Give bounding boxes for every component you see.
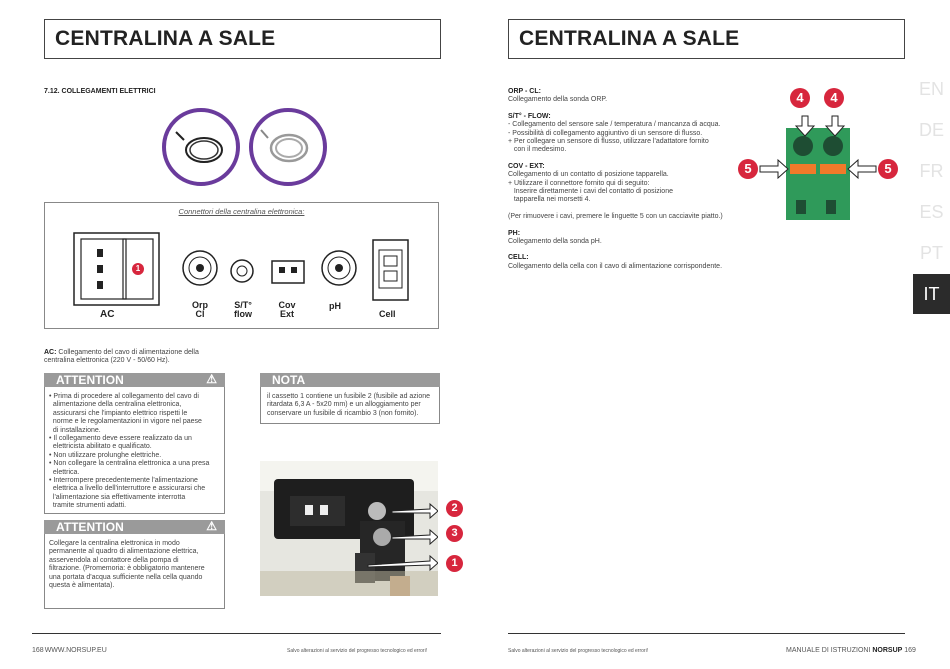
description-line: Inserire direttamente i cavi del contatto di posizione	[508, 188, 673, 196]
description-block	[508, 113, 748, 155]
left-title-box	[44, 19, 441, 59]
label-cell: Cell	[379, 309, 396, 319]
description-line: Collegamento della sonda ORP.	[508, 96, 608, 104]
text-line: • Non utilizzare prolunghe elettriche.	[49, 451, 162, 459]
attention-box-2	[44, 520, 225, 609]
warning-icon: ⚠	[206, 372, 217, 386]
right-footer-page: MANUALE DI ISTRUZIONI NORSUP 169	[786, 647, 916, 654]
left-footer-page: 168WWW.NORSUP.EU	[32, 647, 107, 654]
cable-photo-2	[249, 108, 327, 186]
text-line: • Interrompere precedentemente l'alimentazione	[49, 477, 198, 485]
attention-header-2: ATTENTION ⚠	[44, 520, 225, 534]
connector-descriptions	[508, 88, 748, 279]
right-footer-rule	[508, 633, 905, 634]
nota-text	[267, 393, 433, 418]
connector-badge: 1	[132, 263, 144, 275]
description-line: (Per rimuovere i cavi, premere le linguette 5 con un cacciavite piatto.)	[508, 213, 723, 221]
text-line: elettricista abilitato e qualificato.	[49, 443, 152, 451]
description-heading: S/T° - FLOW:	[508, 112, 551, 120]
language-tab-it[interactable]: IT	[913, 274, 950, 314]
description-line: - Collegamento del sensore sale / temperatura / mancanza di acqua.	[508, 121, 721, 129]
description-line: Collegamento della cella con il cavo di alimentazione corrispondente.	[508, 262, 723, 270]
text-line: di installazione.	[49, 426, 101, 434]
footer-url: WWW.NORSUP.EU	[44, 647, 107, 654]
language-tab-pt[interactable]: PT	[919, 243, 943, 263]
text-line: • Il collegamento deve essere realizzato da un	[49, 435, 192, 443]
description-line: Collegamento della sonda pH.	[508, 238, 602, 246]
attention-box-1	[44, 373, 225, 514]
ac-description: AC: Collegamento del cavo di alimentazione della centralina elettronica (220 V - 50/60 Hz).	[44, 349, 199, 365]
right-footer-note: Salvo alterazioni al servizio del progresso tecnologico ed errori!	[508, 648, 649, 654]
label-orp: Orp Cl	[191, 300, 208, 319]
description-block	[508, 163, 748, 222]
text-line: assicurarsi che l'impianto elettrico rispetti le	[49, 409, 188, 417]
text-line: • Prima di procedere al collegamento del cavo di	[49, 393, 199, 400]
description-line: Collegamento di un contatto di posizione tapparella.	[508, 171, 669, 179]
left-page-title: CENTRALINA A SALE	[55, 27, 276, 50]
language-tab-fr[interactable]: FR	[919, 161, 944, 181]
description-heading: ORP - CL:	[508, 88, 541, 95]
text-line: questa è alimentata).	[49, 582, 115, 590]
description-block	[508, 88, 748, 105]
language-tab-de[interactable]: DE	[918, 120, 944, 140]
nota-box	[260, 373, 440, 424]
text-line: una portata d'acqua sufficiente nella cella quando	[49, 573, 203, 581]
text-line: permanente al quadro di alimentazione elettrica,	[49, 548, 199, 556]
text-line: Collegare la centralina elettronica in modo	[49, 540, 180, 547]
right-page-title: CENTRALINA A SALE	[519, 27, 740, 50]
attention-header-1: ATTENTION ⚠	[44, 373, 225, 387]
connectors-diagram	[44, 202, 439, 329]
language-tab-es[interactable]: ES	[919, 202, 944, 222]
cable-photo-1	[162, 108, 240, 186]
description-line: con il medesimo.	[508, 146, 567, 154]
text-line: asservendola al contattore della pompa di	[49, 556, 179, 564]
text-line: il cassetto 1 contiene un fusibile 2 (fusibile ad azione	[267, 393, 431, 400]
text-line: filtrazione. (Promemoria: è obbligatorio mantenere	[49, 565, 205, 573]
terminal-badge-5b: 5	[878, 159, 898, 179]
left-footer-note: Salvo alterazioni al servizio del progresso tecnologico ed errori!	[287, 648, 428, 654]
text-line: norme e le regolamentazioni in vigore nel paese	[49, 418, 202, 426]
label-ph: pH	[329, 301, 341, 311]
language-tab-en[interactable]: EN	[918, 79, 944, 99]
description-line	[508, 205, 748, 213]
description-line: + Per collegare un sensore di flusso, utilizzare l'adattatore fornito	[508, 138, 709, 146]
description-line: - Possibilità di collegamento aggiuntivo di un sensore di flusso.	[508, 129, 703, 137]
nota-body	[260, 387, 440, 424]
terminal-badge-4a: 4	[790, 88, 810, 108]
description-heading: PH:	[508, 229, 521, 237]
description-heading: COV - EXT:	[508, 162, 545, 170]
text-line: ritardata 6,3 A - 5x20 mm) e un alloggiamento per	[267, 401, 421, 409]
nota-header: NOTA	[260, 373, 440, 387]
terminal-badge-5a: 5	[738, 159, 758, 179]
section-heading: 7.12. COLLEGAMENTI ELETTRICI	[44, 88, 156, 95]
text-line: conservare un fusibile di ricambio 3 (non fornito).	[267, 409, 419, 417]
attention-text-2	[49, 540, 220, 590]
photo-badge-1: 1	[446, 555, 463, 572]
photo-badge-3: 3	[446, 525, 463, 542]
attention-body-1	[44, 387, 225, 514]
text-line: elettrica a livello dell'interruttore e assicurarsi che	[49, 485, 206, 493]
description-line: + Utilizzare il connettore fornito qui di seguito:	[508, 179, 650, 187]
description-block	[508, 230, 748, 247]
terminal-block-image	[738, 86, 898, 222]
description-block	[508, 254, 748, 271]
fuse-drawer-photo	[260, 461, 438, 596]
warning-icon: ⚠	[206, 519, 217, 533]
label-st: S/T° flow	[234, 300, 252, 319]
label-cov: Cov Ext	[278, 300, 296, 319]
text-line: tramite strumenti adatti.	[49, 502, 127, 510]
text-line: elettrica.	[49, 468, 80, 476]
terminal-badge-4b: 4	[824, 88, 844, 108]
photo-badge-2: 2	[446, 500, 463, 517]
label-ac: AC	[100, 309, 115, 320]
connectors-title: Connettori della centralina elettronica:	[178, 207, 305, 216]
description-heading: CELL:	[508, 254, 529, 262]
text-line: l'alimentazione sia effettivamente interrotta	[49, 493, 186, 501]
text-line: • Non collegare la centralina elettronica a una presa	[49, 460, 210, 468]
attention-list-1	[49, 393, 220, 511]
right-title-box	[508, 19, 905, 59]
attention-body-2	[44, 534, 225, 609]
left-footer-rule	[32, 633, 441, 634]
description-line: tapparella nei morsetti 4.	[508, 196, 591, 204]
text-line: alimentazione della centralina elettronica,	[49, 401, 182, 409]
